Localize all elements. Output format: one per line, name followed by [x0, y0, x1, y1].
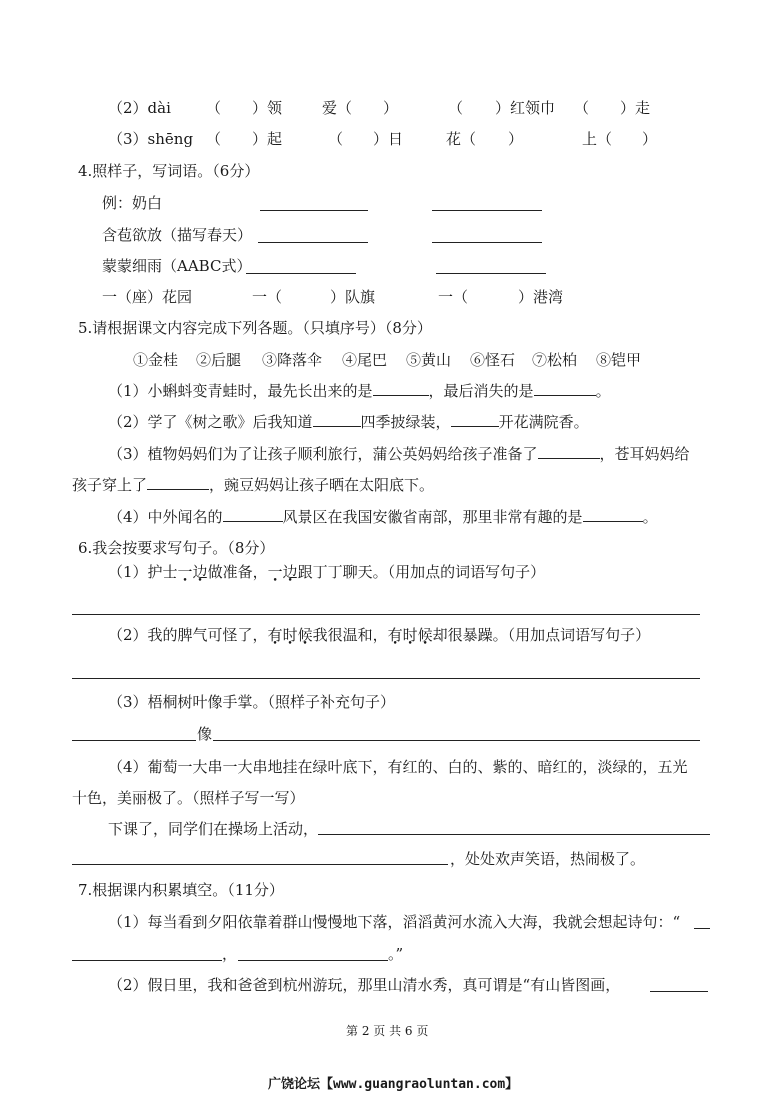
q5-s3a: （3）植物妈妈们为了让孩子顺利旅行，蒲公英妈妈给孩子准备了 ，苍耳妈妈给: [108, 445, 690, 463]
dotted-char: 时: [402, 626, 418, 644]
q7-s1-comma: ，: [222, 945, 238, 963]
q7-s1-blank-3[interactable]: [238, 960, 388, 961]
q7-s2: （2）假日里，我和爸爸到杭州游玩，那里山清水秀，真可谓是“有山皆图画，: [108, 976, 621, 994]
q5-s4-blank-1[interactable]: [223, 507, 283, 522]
q6-s4c: 下课了，同学们在操场上活动，: [108, 820, 319, 838]
q4-blank-1[interactable]: [260, 210, 368, 211]
q7-s1a: （1）每当看到夕阳依靠着群山慢慢地下落，滔滔黄河水流入大海，我就会想起诗句：“: [108, 913, 681, 931]
dotted-char: 边: [192, 563, 208, 581]
forum-watermark: 广饶论坛【www.guangraoluntan.com】: [268, 1077, 519, 1092]
dotted-char: 有: [267, 626, 283, 644]
dotted-char: 一: [177, 563, 193, 581]
q5-title: 5.请根据课文内容完成下列各题。（只填序号）（8分）: [78, 319, 432, 337]
q4-word-2: 蒙蒙细雨（AABC式）: [102, 257, 252, 275]
q6-s3-blank-1[interactable]: [72, 740, 196, 741]
q4-title: 4.照样子，写词语。（6分）: [78, 162, 260, 180]
q4-blank-2[interactable]: [432, 210, 542, 211]
dotted-char: 候: [417, 626, 433, 644]
q5-s3-blank-1[interactable]: [538, 444, 600, 459]
q5-s4-blank-2[interactable]: [583, 507, 643, 522]
q6-title: 6.我会按要求写句子。（8分）: [78, 539, 275, 557]
q5-s4: （4）中外闻名的 风景区在我国安徽省南部，那里非常有趣的是 。: [108, 508, 658, 526]
q7-s1-blank-1[interactable]: [694, 928, 710, 929]
q7-title: 7.根据课内积累填空。（11分）: [78, 881, 284, 899]
q6-answer-line-1[interactable]: [72, 614, 700, 615]
q5-s1: （1）小蝌蚪变青蛙时，最先长出来的是 ，最后消失的是 。: [108, 382, 611, 400]
q6-s4-blank-1[interactable]: [318, 834, 710, 835]
q7-s2-blank-1[interactable]: [650, 991, 708, 992]
q6-answer-line-2[interactable]: [72, 678, 700, 679]
q4-blank-6[interactable]: [436, 273, 546, 274]
q4-example: 例：奶白: [102, 194, 163, 212]
q5-s2-blank-1[interactable]: [313, 412, 361, 427]
dotted-char: 边: [282, 563, 298, 581]
q6-s3-blank-2[interactable]: [213, 740, 700, 741]
q5-s2-blank-2[interactable]: [451, 412, 499, 427]
q6-s1: （1）护士一边做准备，一边跟丁丁聊天。（用加点的词语写句子）: [108, 563, 546, 581]
page-number: 第 2 页 共 6 页: [346, 1024, 429, 1038]
dotted-char: 时: [282, 626, 298, 644]
q6-s2: （2）我的脾气可怪了，有时候我很温和，有时候却很暴躁。（用加点词语写句子）: [108, 626, 651, 644]
q7-s1-close: 。”: [388, 945, 404, 963]
q6-s3-like: 像: [197, 725, 213, 743]
dotted-char: 一: [267, 563, 283, 581]
dotted-char: 有: [387, 626, 403, 644]
q4-blank-4[interactable]: [432, 242, 542, 243]
q6-s4a: （4）葡萄一大串一大串地挂在绿叶底下，有红的、白的、紫的、暗红的，淡绿的，五光: [108, 758, 688, 776]
q6-s4-blank-2[interactable]: [72, 864, 448, 865]
q6-s4d: ，处处欢声笑语，热闹极了。: [450, 850, 646, 868]
q4-word-1: 含苞欲放（描写春天）: [102, 226, 253, 244]
q6-s4b: 十色，美丽极了。（照样子写一写）: [72, 789, 305, 807]
q7-s1-blank-2[interactable]: [72, 960, 222, 961]
q5-s3b: 孩子穿上了 ，豌豆妈妈让孩子晒在太阳底下。: [72, 476, 435, 494]
dotted-char: 候: [297, 626, 313, 644]
q6-s3: （3）梧桐树叶像手掌。（照样子补充句子）: [108, 693, 396, 711]
q5-s2: （2）学了《树之歌》后我知道 四季披绿装， 开花满院香。: [108, 413, 589, 431]
q5-s1-blank-2[interactable]: [534, 381, 596, 396]
q5-s1-blank-1[interactable]: [373, 381, 429, 396]
q3-r2-label: （2）dài: [108, 99, 171, 117]
q4-blank-3[interactable]: [258, 242, 368, 243]
q3-r3-label: （3）shēng: [108, 130, 194, 148]
q5-s3-blank-2[interactable]: [147, 475, 209, 490]
q4-blank-5[interactable]: [246, 273, 356, 274]
